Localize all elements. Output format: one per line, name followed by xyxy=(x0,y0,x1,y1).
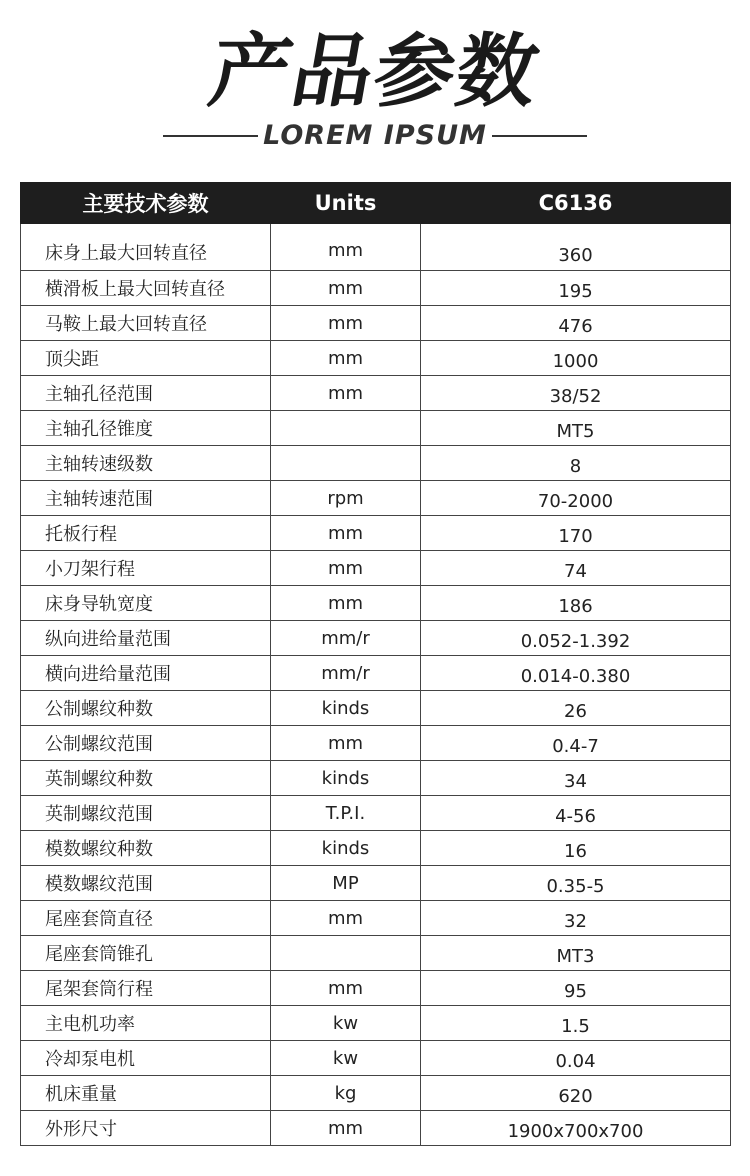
unit-cell xyxy=(271,446,421,481)
value-cell xyxy=(421,936,731,971)
param-name-text: 小刀架行程 xyxy=(45,559,135,580)
unit-cell xyxy=(271,306,421,341)
value-text: 476 xyxy=(558,315,593,337)
value-cell xyxy=(421,971,731,1006)
table-row xyxy=(21,761,731,796)
value-cell xyxy=(421,621,731,656)
header-units: Units xyxy=(271,183,421,224)
unit-cell xyxy=(271,1006,421,1041)
value-text: 0.04 xyxy=(555,1050,596,1072)
value-text: 95 xyxy=(564,980,587,1002)
value-cell xyxy=(421,446,731,481)
param-name-cell xyxy=(21,971,271,1006)
param-name-text: 英制螺纹范围 xyxy=(45,804,153,825)
value-text: 70-2000 xyxy=(537,490,614,512)
unit-cell xyxy=(271,586,421,621)
param-name-text: 马鞍上最大回转直径 xyxy=(45,314,207,335)
table-row xyxy=(21,1076,731,1111)
value-text: 26 xyxy=(564,700,587,722)
table-row xyxy=(21,411,731,446)
unit-text: mm xyxy=(327,557,364,579)
unit-text: mm xyxy=(327,239,364,261)
unit-cell xyxy=(271,691,421,726)
param-name-text: 公制螺纹范围 xyxy=(45,734,153,755)
param-name-text: 横向进给量范围 xyxy=(45,664,171,685)
param-name-cell xyxy=(21,726,271,761)
unit-cell xyxy=(271,796,421,831)
param-name-cell xyxy=(21,656,271,691)
unit-text: mm xyxy=(327,382,364,404)
value-cell xyxy=(421,761,731,796)
table-row xyxy=(21,691,731,726)
unit-text: mm/r xyxy=(321,627,370,649)
value-cell xyxy=(421,866,731,901)
unit-cell xyxy=(271,866,421,901)
param-name-cell xyxy=(21,1006,271,1041)
value-cell xyxy=(421,341,731,376)
value-cell xyxy=(421,306,731,341)
param-name-cell xyxy=(21,936,271,971)
table-row xyxy=(21,866,731,901)
param-name-cell xyxy=(21,621,271,656)
unit-cell xyxy=(271,1041,421,1076)
value-text: 4-56 xyxy=(555,805,596,827)
param-name-cell xyxy=(21,691,271,726)
unit-cell xyxy=(271,551,421,586)
page-title: 产品参数 xyxy=(202,25,548,118)
unit-cell xyxy=(271,224,421,271)
unit-text: T.P.I. xyxy=(325,802,366,824)
value-text: 34 xyxy=(564,770,587,792)
param-name-text: 主轴孔径锥度 xyxy=(45,419,153,440)
value-cell xyxy=(421,376,731,411)
param-name-cell xyxy=(21,831,271,866)
value-text: 32 xyxy=(564,910,587,932)
unit-text: mm xyxy=(327,277,364,299)
value-cell xyxy=(421,691,731,726)
unit-cell xyxy=(271,411,421,446)
param-name-text: 公制螺纹种数 xyxy=(45,699,153,720)
value-cell xyxy=(421,1006,731,1041)
unit-cell xyxy=(271,271,421,306)
param-name-text: 主电机功率 xyxy=(45,1014,135,1035)
unit-text: mm xyxy=(327,907,364,929)
value-text: 8 xyxy=(569,455,582,477)
unit-text: mm xyxy=(327,1117,364,1139)
param-name-cell xyxy=(21,1041,271,1076)
param-name-cell xyxy=(21,1076,271,1111)
unit-cell xyxy=(271,901,421,936)
subtitle-block xyxy=(0,118,750,154)
table-row xyxy=(21,656,731,691)
value-cell xyxy=(421,831,731,866)
unit-text: mm xyxy=(327,347,364,369)
table-row xyxy=(21,224,731,271)
unit-text: mm/r xyxy=(321,662,370,684)
value-text: 620 xyxy=(558,1085,593,1107)
param-name-text: 尾架套筒行程 xyxy=(45,979,153,1000)
unit-cell xyxy=(271,971,421,1006)
table-row xyxy=(21,551,731,586)
value-text: 38/52 xyxy=(549,385,602,407)
value-text: MT5 xyxy=(556,420,595,442)
param-name-cell xyxy=(21,586,271,621)
unit-cell xyxy=(271,656,421,691)
table-row xyxy=(21,271,731,306)
value-text: 1900x700x700 xyxy=(507,1120,644,1142)
table-row xyxy=(21,306,731,341)
table-row xyxy=(21,586,731,621)
param-name-text: 床身导轨宽度 xyxy=(45,594,153,615)
unit-text: kg xyxy=(334,1082,357,1104)
spec-table xyxy=(20,182,731,1146)
param-name-cell xyxy=(21,376,271,411)
unit-text: kinds xyxy=(321,837,370,859)
param-name-text: 模数螺纹种数 xyxy=(45,839,153,860)
spec-table-body xyxy=(21,224,731,1146)
unit-text: mm xyxy=(327,312,364,334)
param-name-cell xyxy=(21,901,271,936)
unit-cell xyxy=(271,376,421,411)
param-name-cell xyxy=(21,411,271,446)
param-name-cell xyxy=(21,796,271,831)
value-cell xyxy=(421,481,731,516)
unit-text: kw xyxy=(332,1047,359,1069)
value-cell xyxy=(421,901,731,936)
param-name-text: 主轴转速级数 xyxy=(45,454,153,475)
unit-text: mm xyxy=(327,592,364,614)
table-row xyxy=(21,901,731,936)
unit-text: mm xyxy=(327,732,364,754)
value-text: 360 xyxy=(558,244,593,266)
value-text: 1.5 xyxy=(561,1015,590,1037)
param-name-text: 英制螺纹种数 xyxy=(45,769,153,790)
unit-cell xyxy=(271,1111,421,1146)
header-param: 主要技术参数 xyxy=(21,183,271,224)
param-name-text: 顶尖距 xyxy=(45,349,99,370)
value-text: 0.052-1.392 xyxy=(520,630,631,652)
param-name-cell xyxy=(21,551,271,586)
value-text: 170 xyxy=(558,525,593,547)
param-name-text: 横滑板上最大回转直径 xyxy=(45,279,225,300)
table-row xyxy=(21,481,731,516)
unit-text: kinds xyxy=(321,697,370,719)
table-row xyxy=(21,446,731,481)
header-model: C6136 xyxy=(421,183,731,224)
table-row xyxy=(21,1006,731,1041)
param-name-cell xyxy=(21,446,271,481)
value-cell xyxy=(421,516,731,551)
param-name-text: 冷却泵电机 xyxy=(45,1049,135,1070)
param-name-cell xyxy=(21,1111,271,1146)
value-text: 186 xyxy=(558,595,593,617)
unit-cell xyxy=(271,481,421,516)
unit-text: kinds xyxy=(321,767,370,789)
value-cell xyxy=(421,796,731,831)
param-name-text: 尾座套筒锥孔 xyxy=(45,944,153,965)
value-text: 16 xyxy=(564,840,587,862)
param-name-cell xyxy=(21,306,271,341)
table-row xyxy=(21,936,731,971)
subtitle-right-rule xyxy=(492,135,587,137)
unit-text: MP xyxy=(332,872,359,894)
table-row xyxy=(21,621,731,656)
value-text: 1000 xyxy=(552,350,599,372)
value-cell xyxy=(421,586,731,621)
value-cell xyxy=(421,551,731,586)
param-name-text: 外形尺寸 xyxy=(45,1119,117,1140)
value-text: 0.4-7 xyxy=(552,735,599,757)
table-row xyxy=(21,831,731,866)
value-cell xyxy=(421,271,731,306)
param-name-text: 纵向进给量范围 xyxy=(45,629,171,650)
value-text: MT3 xyxy=(556,945,595,967)
table-row xyxy=(21,376,731,411)
table-row xyxy=(21,726,731,761)
param-name-text: 机床重量 xyxy=(45,1084,117,1105)
value-cell xyxy=(421,1041,731,1076)
unit-cell xyxy=(271,516,421,551)
value-cell xyxy=(421,656,731,691)
unit-cell xyxy=(271,726,421,761)
param-name-cell xyxy=(21,224,271,271)
param-name-cell xyxy=(21,481,271,516)
value-cell xyxy=(421,224,731,271)
subtitle: LOREM IPSUM xyxy=(263,120,487,151)
value-text: 74 xyxy=(564,560,587,582)
value-cell xyxy=(421,411,731,446)
param-name-cell xyxy=(21,761,271,796)
table-row xyxy=(21,516,731,551)
param-name-text: 模数螺纹范围 xyxy=(45,874,153,895)
value-text: 0.014-0.380 xyxy=(520,665,631,687)
param-name-cell xyxy=(21,516,271,551)
value-text: 195 xyxy=(558,280,593,302)
param-name-text: 尾座套筒直径 xyxy=(45,909,153,930)
unit-cell xyxy=(271,831,421,866)
table-row xyxy=(21,971,731,1006)
subtitle-left-rule xyxy=(163,135,258,137)
value-cell xyxy=(421,1111,731,1146)
unit-text: kw xyxy=(332,1012,359,1034)
unit-text: mm xyxy=(327,977,364,999)
table-row xyxy=(21,1111,731,1146)
table-row xyxy=(21,341,731,376)
param-name-text: 托板行程 xyxy=(45,524,117,545)
unit-cell xyxy=(271,621,421,656)
param-name-text: 主轴转速范围 xyxy=(45,489,153,510)
param-name-text: 床身上最大回转直径 xyxy=(45,243,207,264)
unit-text: rpm xyxy=(327,487,364,509)
param-name-cell xyxy=(21,866,271,901)
table-row xyxy=(21,796,731,831)
param-name-cell xyxy=(21,341,271,376)
value-text: 0.35-5 xyxy=(546,875,605,897)
value-cell xyxy=(421,726,731,761)
table-row xyxy=(21,1041,731,1076)
unit-cell xyxy=(271,341,421,376)
unit-cell xyxy=(271,761,421,796)
unit-text: mm xyxy=(327,522,364,544)
unit-cell xyxy=(271,936,421,971)
param-name-text: 主轴孔径范围 xyxy=(45,384,153,405)
value-cell xyxy=(421,1076,731,1111)
param-name-cell xyxy=(21,271,271,306)
unit-cell xyxy=(271,1076,421,1111)
table-header-row xyxy=(21,183,731,224)
